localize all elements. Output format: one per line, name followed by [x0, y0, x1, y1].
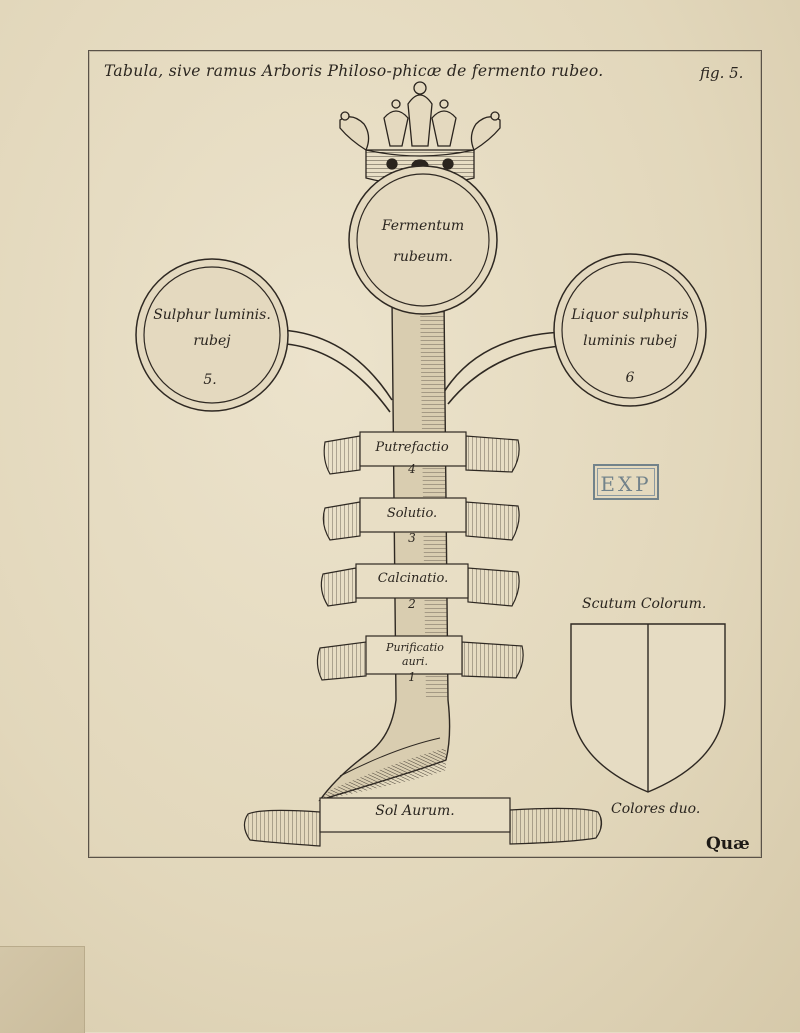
circle-left-line1: Sulphur luminis.	[153, 307, 271, 323]
band-label-calcinatio: Calcinatio.	[377, 571, 449, 586]
circle-top-line1: Fermentum	[381, 218, 465, 234]
circle-right-line2: luminis rubej	[583, 333, 677, 349]
figure-label: fig. 5.	[700, 64, 744, 82]
circle-left-number: 5.	[203, 372, 217, 388]
base-scroll-label: Sol Aurum.	[375, 803, 455, 819]
catchword: Quæ	[706, 834, 750, 854]
band-label-purificatio: Purificatio	[386, 641, 444, 654]
library-stamp: EXP	[593, 464, 659, 500]
band-number-1: 1	[408, 670, 416, 684]
circle-right-number: 6	[625, 370, 635, 386]
band-label-solutio: Solutio.	[386, 506, 438, 521]
shield-caption: Scutum Colorum.	[582, 596, 707, 612]
band-number-3: 3	[408, 531, 416, 545]
plate-title: Tabula, sive ramus Arboris Philoso-phicæ de fermento rubeo.	[104, 62, 604, 80]
band-label-auri: auri.	[402, 655, 428, 668]
shield-note: Colores duo.	[611, 801, 701, 817]
band-number-2: 2	[408, 597, 416, 611]
circle-left-line2: rubej	[193, 333, 231, 349]
band-label-putrefactio: Putrefactio	[375, 440, 449, 455]
band-number-4: 4	[408, 462, 416, 476]
circle-top-line2: rubeum.	[393, 249, 453, 265]
circle-right-line1: Liquor sulphuris	[571, 307, 689, 323]
